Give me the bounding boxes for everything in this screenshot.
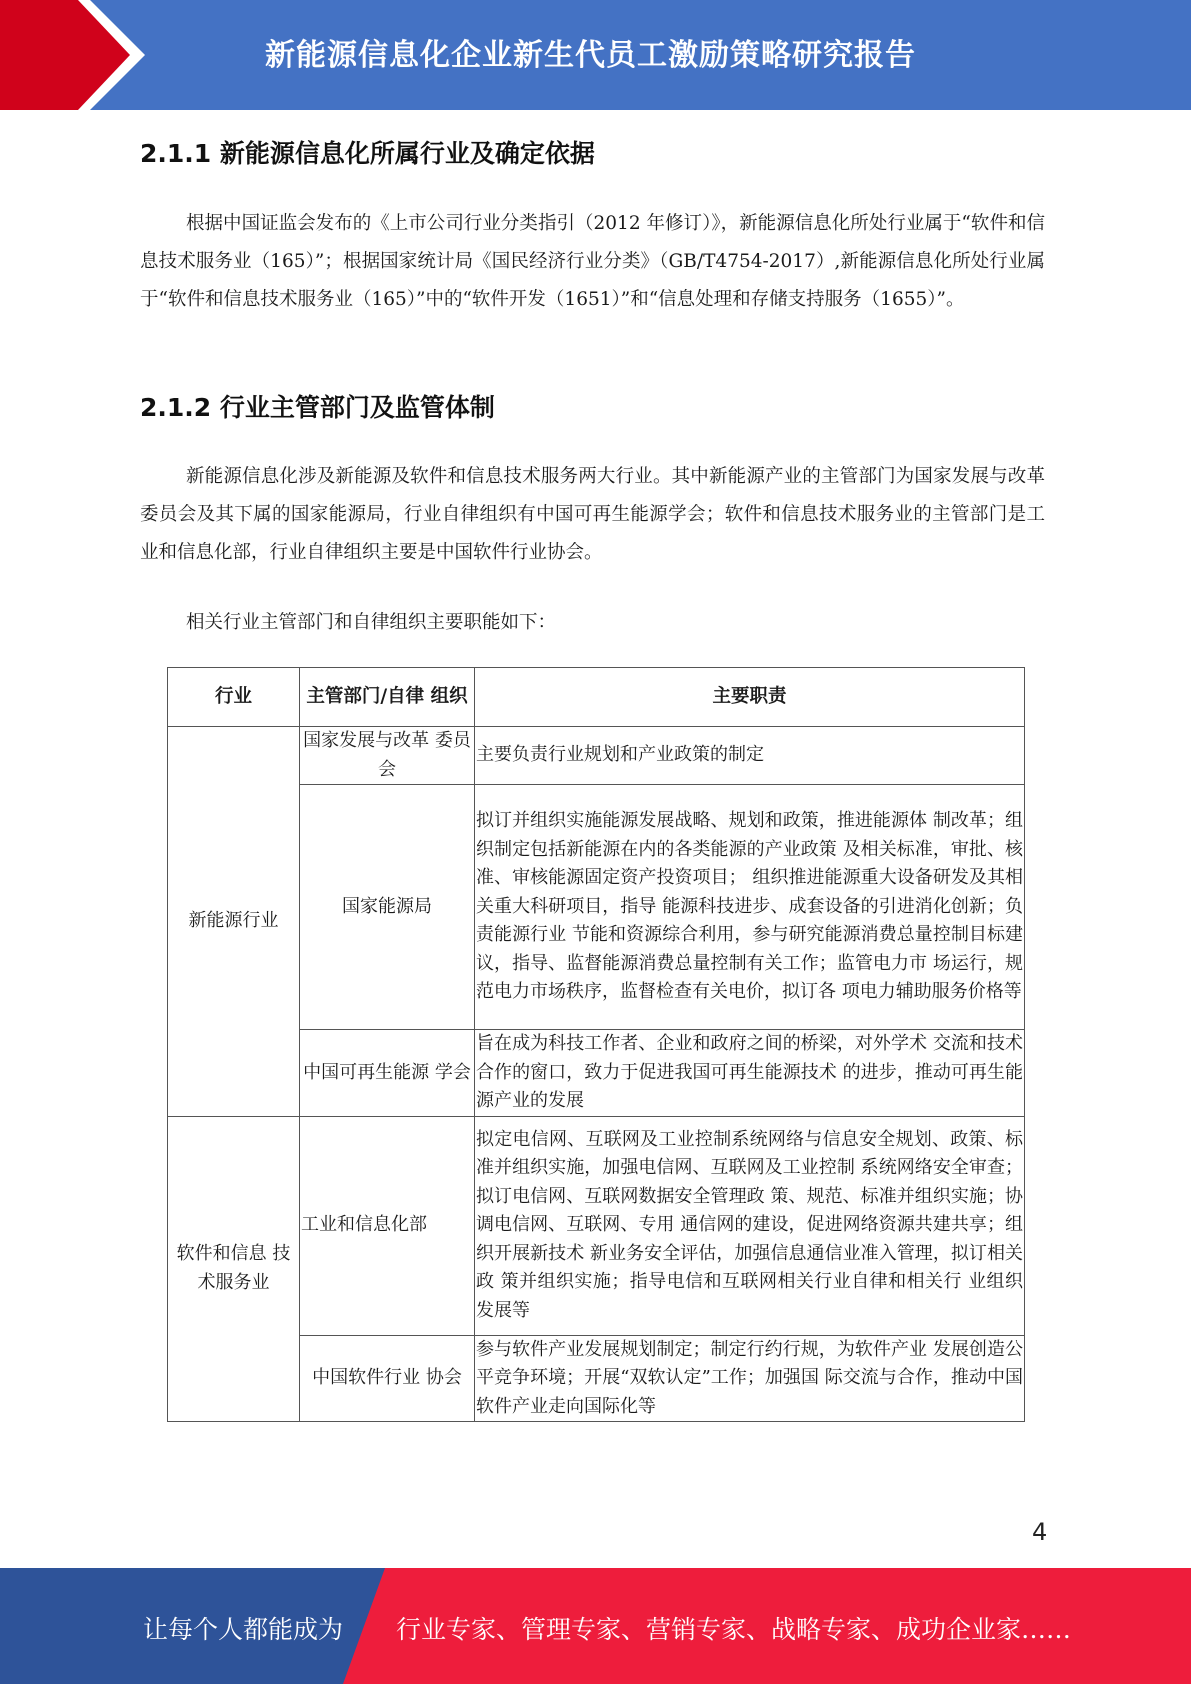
header-cell-industry: 行业 xyxy=(168,668,300,727)
report-title: 新能源信息化企业新生代员工激励策略研究报告 xyxy=(265,38,916,73)
department-cell: 中国软件行业 协会 xyxy=(300,1335,475,1422)
footer-slogan-left: 让每个人都能成为 xyxy=(143,1615,344,1644)
duty-cell: 参与软件产业发展规划制定；制定行约行规，为软件产业 发展创造公平竞争环境；开展“双软认定”工作；加强国 际交流与合作，推动中国软件产业走向国际化等 xyxy=(475,1335,1025,1422)
section-heading-2-1-1: 2.1.1 新能源信息化所属行业及确定依据 xyxy=(140,139,595,168)
footer-slogan-right: 行业专家、管理专家、营销专家、战略专家、成功企业家…… xyxy=(396,1615,1072,1644)
header-cell-department: 主管部门/自律 组织 xyxy=(300,668,475,727)
department-cell: 国家能源局 xyxy=(300,785,475,1030)
table-intro-text: 相关行业主管部门和自律组织主要职能如下： xyxy=(186,612,557,633)
department-cell: 国家发展与改革 委员会 xyxy=(300,727,475,785)
table-row xyxy=(168,727,1025,785)
header-banner xyxy=(0,0,1191,110)
section-paragraph-2-1-2: 新能源信息化涉及新能源及软件和信息技术服务两大行业。其中新能源产业的主管部门为国家发展与改革委员会及其下属的国家能源局，行业自律组织有中国可再生能源学会；软件和信息技术服务业的主管部门是工业和信息化部，行业自律组织主要是中国软件行业协会。 xyxy=(140,466,1045,563)
department-cell: 中国可再生能源 学会 xyxy=(300,1030,475,1117)
duty-cell: 旨在成为科技工作者、企业和政府之间的桥梁，对外学术 交流和技术合作的窗口，致力于促进我国可再生能源技术 的进步，推动可再生能源产业的发展 xyxy=(475,1030,1025,1117)
header-arrow-graphic xyxy=(0,0,160,110)
duties-table xyxy=(167,667,1025,1422)
header-cell-duties: 主要职责 xyxy=(475,668,1025,727)
duty-cell: 主要负责行业规划和产业政策的制定 xyxy=(475,727,1025,785)
duty-cell: 拟定电信网、互联网及工业控制系统网络与信息安全规划、政策、标准并组织实施，加强电信网、互联网及工业控制 系统网络安全审查；拟订电信网、互联网数据安全管理政 策、规范、标准并组织实施；协调电信网、互联网、专用 通信网的建设，促进网络资源共建共享；组织开展新技术 新业务安全评估，加强信息通信业准入管理，拟订相关政 策并组织实施；指导电信和互联网相关行业自律和相关行 业组织发展等 xyxy=(475,1116,1025,1335)
duty-cell: 拟订并组织实施能源发展战略、规划和政策，推进能源体 制改革；组织制定包括新能源在内的各类能源的产业政策 及相关标准，审批、核准、审核能源固定资产投资项目； 组织推进能源重大设备研发及其相关重大科研项目，指导 能源科技进步、成套设备的引进消化创新；负责能源行业 节能和资源综合利用，参与研究能源消费总量控制目标建 议，指导、监督能源消费总量控制有关工作；监管电力市 场运行，规范电力市场秩序，监督检查有关电价，拟订各 项电力辅助服务价格等 xyxy=(475,785,1025,1030)
page-number: 4 xyxy=(1032,1518,1048,1546)
table-row xyxy=(168,1116,1025,1335)
section-heading-2-1-2: 2.1.2 行业主管部门及监管体制 xyxy=(140,393,495,422)
department-cell: 工业和信息化部 xyxy=(300,1116,475,1335)
industry-cell: 软件和信息 技术服务业 xyxy=(168,1116,300,1422)
table-header-row xyxy=(168,668,1025,727)
section-paragraph-2-1-1: 根据中国证监会发布的《上市公司行业分类指引（2012 年修订）》，新能源信息化所处行业属于“软件和信息技术服务业（165）”；根据国家统计局《国民经济行业分类》（GB/T4754-2017）,新能源信息化所处行业属于“软件和信息技术服务业（165）”中的“软件开发（1651）”和“信息处理和存储支持服务（1655）”。 xyxy=(140,213,1045,310)
industry-cell: 新能源行业 xyxy=(168,727,300,1117)
